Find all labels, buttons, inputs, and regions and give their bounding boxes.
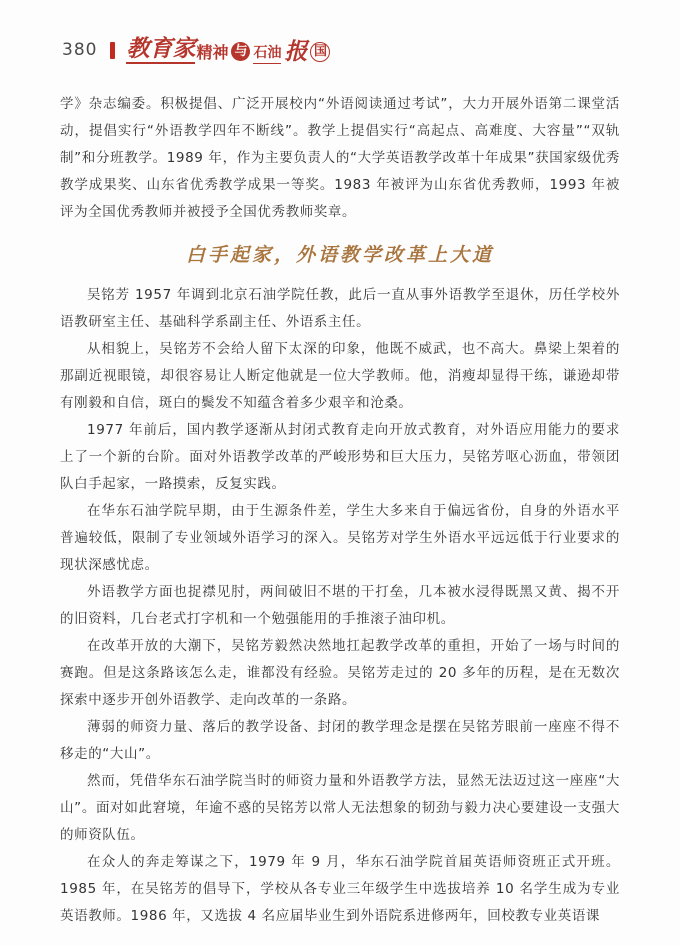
paragraph: 吴铭芳 1957 年调到北京石油学院任教，此后一直从事外语教学至退休，历任学校外语教研室主任、基础科学系副主任、外语系主任。 bbox=[60, 287, 620, 330]
paragraph: 在华东石油学院早期，由于生源条件差，学生大多来自于偏远省份，自身的外语水平普遍较低，限制了专业领域外语学习的深入。吴铭芳对学生外语水平远远低于行业要求的现状深感忧虑。 bbox=[60, 503, 620, 573]
logo-text-bao: 报 bbox=[284, 37, 308, 65]
page-header bbox=[0, 0, 680, 66]
paragraph: 然而，凭借华东石油学院当时的师资力量和外语教学方法，显然无法迈过这一座座“大山”。面对如此窘境，年逾不惑的吴铭芳以常人无法想象的韧劲与毅力决心要建设一支强大的师资队伍。 bbox=[60, 773, 620, 843]
page-number: 380 bbox=[62, 40, 98, 60]
logo-text-shiyou: 石油 bbox=[253, 46, 281, 64]
yu-circle-badge-icon: 与 bbox=[231, 42, 250, 61]
guo-circle-badge-icon: 国 bbox=[310, 42, 330, 62]
section-heading: 白手起家，外语教学改革上大道 bbox=[185, 244, 494, 266]
page-body bbox=[60, 91, 620, 930]
lead-paragraph: 学》杂志编委。积极提倡、广泛开展校内“外语阅读通过考试”，大力开展外语第二课堂活动，提倡实行“外语教学四年不断线”。教学上提倡实行“高起点、高难度、大容量”“双轨制”和分班教学。1989 年，作为主要负责人的“大学英语教学改革十年成果”获国家级优秀教学成果奖、山东省优秀教学成果一等奖。1983 年被评为山东省优秀教师，1993 年被评为全国优秀教师并被授予全国优秀教师奖章。 bbox=[60, 96, 620, 220]
logo-text-jingshen: 精神 bbox=[196, 42, 229, 62]
paragraph: 在众人的奔走筹谋之下，1979 年 9 月，华东石油学院首届英语师资班正式开班。1985 年，在吴铭芳的倡导下，学校从各专业三年级学生中选拔培养 10 名学生成为专业英语教师。1986 年，又选拔 4 名应届毕业生到外语院系进修两年，回校教专业英语课 bbox=[60, 854, 620, 924]
paragraph: 外语教学方面也捉襟见肘，两间破旧不堪的干打垒，几本被水浸得既黑又黄、揭不开的旧资料，几台老式打字机和一个勉强能用的手推滚子油印机。 bbox=[60, 584, 620, 627]
header-divider-bar-icon bbox=[110, 42, 115, 59]
book-title-logo bbox=[126, 34, 330, 65]
paragraph: 从相貌上，吴铭芳不会给人留下太深的印象，他既不威武，也不高大。鼻梁上架着的那副近视眼镜，却很容易让人断定他就是一位大学教师。他，消瘦却显得干练，谦逊却带有刚毅和自信，斑白的鬓发不知蕴含着多少艰辛和沧桑。 bbox=[60, 341, 620, 411]
paragraph: 薄弱的师资力量、落后的教学设备、封闭的教学理念是摆在吴铭芳眼前一座座不得不移走的“大山”。 bbox=[60, 719, 620, 762]
paragraph: 在改革开放的大潮下，吴铭芳毅然决然地扛起教学改革的重担，开始了一场与时间的赛跑。但是这条路该怎么走，谁都没有经验。吴铭芳走过的 20 多年的历程，是在无数次探索中逐步开创外语教学、走向改革的一条路。 bbox=[60, 638, 620, 708]
logo-text-jiaoyujia: 教育家 bbox=[126, 34, 196, 62]
paragraph: 1977 年前后，国内教学逐渐从封闭式教育走向开放式教育，对外语应用能力的要求上了一个新的台阶。面对外语教学改革的严峻形势和巨大压力，吴铭芳呕心沥血，带领团队白手起家，一路摸索，反复实践。 bbox=[60, 422, 620, 492]
